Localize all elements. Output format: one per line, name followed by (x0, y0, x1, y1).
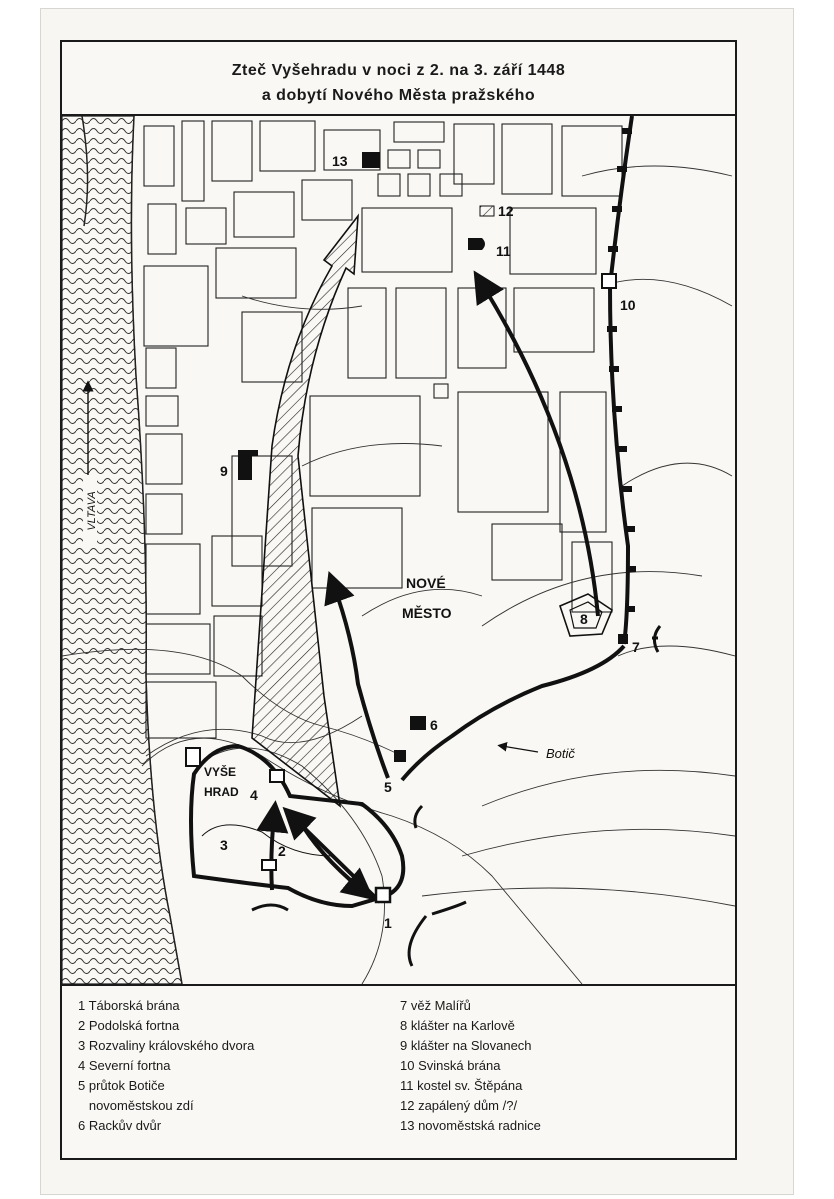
legend-item: 7 věž Malířů (400, 998, 471, 1013)
svg-text:Botič: Botič (546, 746, 575, 761)
river-label (83, 475, 98, 547)
legend (62, 986, 735, 1158)
gate-5 (394, 750, 406, 762)
landmark-13-block (362, 152, 380, 168)
title-line-1: Zteč Vyšehradu v noci z 2. na 3. září 1448 (231, 62, 566, 79)
marker-2: 2 (278, 843, 286, 859)
marker-1: 1 (384, 915, 392, 931)
legend-item: 11 kostel sv. Štěpána (400, 1078, 523, 1093)
attack-arrows (271, 284, 598, 902)
marker-12: 12 (498, 203, 514, 219)
legend-item: 3 Rozvaliny královského dvora (78, 1038, 255, 1053)
legend-item: 5 průtok Botiče (78, 1078, 165, 1093)
legend-item: 12 zapálený dům /?/ (400, 1098, 518, 1113)
main-attack-arrow (252, 216, 358, 806)
castle-label-1: VYŠE (204, 765, 237, 779)
title-box (62, 42, 735, 116)
gate-10 (602, 274, 616, 288)
landmark-9-monastery (238, 450, 258, 480)
city-blocks (144, 121, 622, 738)
botic-stream (502, 746, 575, 761)
landmark-12-house (480, 206, 494, 216)
gate-4 (270, 770, 284, 782)
new-town-wall (610, 116, 632, 644)
legend-item: 8 klášter na Karlově (400, 1018, 515, 1033)
district-label-1: NOVÉ (406, 575, 446, 591)
marker-5: 5 (384, 779, 392, 795)
marker-6: 6 (430, 717, 438, 733)
legend-item: 6 Rackův dvůr (78, 1118, 162, 1133)
marker-9: 9 (220, 463, 228, 479)
gate-west (186, 748, 200, 766)
historical-map (62, 116, 735, 984)
streets-and-contours (62, 166, 735, 984)
legend-item: 4 Severní fortna (78, 1058, 171, 1073)
legend-right-column (400, 996, 541, 1136)
marker-11: 11 (496, 243, 511, 259)
legend-item: 10 Svinská brána (400, 1058, 501, 1073)
legend-item: novoměstskou zdí (78, 1098, 194, 1113)
legend-item: 1 Táborská brána (78, 998, 180, 1013)
legend-item: 9 klášter na Slovanech (400, 1038, 532, 1053)
vltava-river (62, 116, 182, 984)
marker-10: 10 (620, 297, 636, 313)
castle-label-2: HRAD (204, 785, 239, 799)
legend-item: 2 Podolská fortna (78, 1018, 180, 1033)
marker-7: 7 (632, 639, 640, 655)
svg-text:VLTAVA: VLTAVA (86, 491, 98, 531)
district-label-2: MĚSTO (402, 605, 452, 621)
gate-7 (618, 634, 628, 644)
gate-1 (376, 888, 390, 902)
marker-3: 3 (220, 837, 228, 853)
landmark-6-court (410, 716, 426, 730)
gate-2 (262, 860, 276, 870)
marker-8: 8 (580, 611, 588, 627)
legend-item: 13 novoměstská radnice (400, 1118, 541, 1133)
south-wall (402, 646, 624, 780)
marker-13: 13 (332, 153, 348, 169)
map-area (62, 116, 735, 986)
legend-left-column (78, 996, 254, 1136)
landmark-11-church (468, 238, 485, 250)
marker-4: 4 (250, 787, 258, 803)
map-frame (60, 40, 737, 1160)
title-line-2: a dobytí Nového Města pražského (261, 87, 536, 104)
